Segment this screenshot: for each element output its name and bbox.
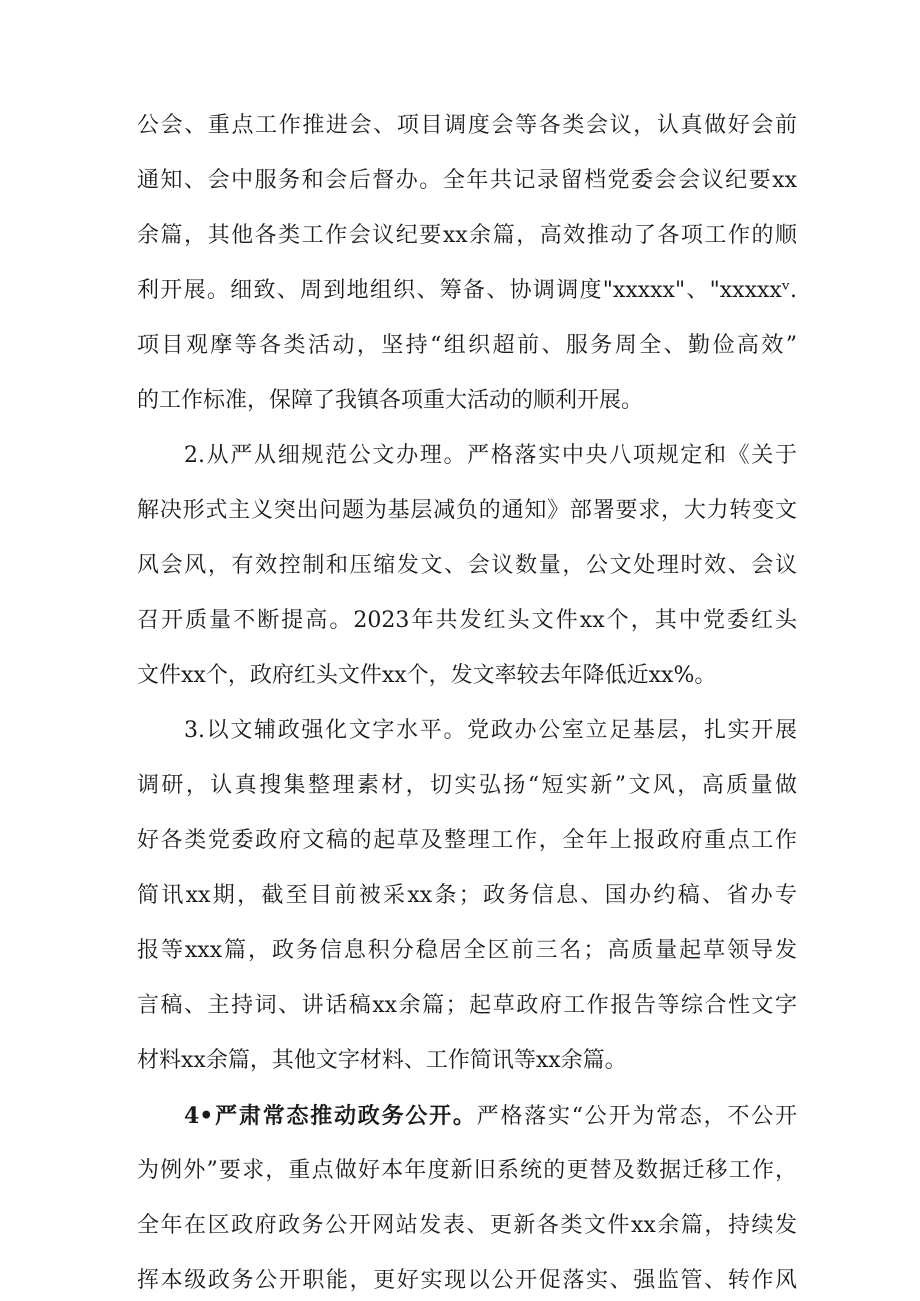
- paragraph-4-line-1: [184, 1096, 797, 1136]
- paragraph-4-heading: 4•严肃常态推动政务公开。: [184, 1103, 477, 1129]
- paragraph-1-line-3: 余篇，其他各类工作会议纪要xx余篇，高效推动了各项工作的顺: [137, 223, 797, 248]
- paragraph-1-line-5: 项目观摩等各类活动，坚持“组织超前、服务周全、勤俭高效”: [137, 333, 797, 358]
- paragraph-2-line-3: 风会风，有效控制和压缩发文、会议数量，公文处理时效、会议: [137, 553, 797, 578]
- paragraph-3-line-4: 简讯xx期，截至目前被采xx条；政务信息、国办约稿、省办专: [137, 883, 797, 908]
- paragraph-3-line-1: 3.以文辅政强化文字水平。党政办公室立足基层，扎实开展: [184, 718, 797, 743]
- paragraph-1-line-1: 公会、重点工作推进会、项目调度会等各类会议，认真做好会前: [137, 113, 797, 138]
- paragraph-4-line-1-text: 严格落实“公开为常态，不公开: [476, 1104, 797, 1129]
- paragraph-2-line-4: 召开质量不断提高。2023年共发红头文件xx个，其中党委红头: [137, 608, 797, 633]
- paragraph-3-line-3: 好各类党委政府文稿的起草及整理工作，全年上报政府重点工作: [137, 828, 797, 853]
- paragraph-2-line-5: 文件xx个，政府红头文件xx个，发文率较去年降低近xx%。: [137, 663, 717, 688]
- paragraph-3-line-6: 言稿、主持词、讲话稿xx余篇；起草政府工作报告等综合性文字: [137, 993, 797, 1018]
- paragraph-3-line-7: 材料xx余篇，其他文字材料、工作简讯等xx余篇。: [137, 1048, 627, 1073]
- paragraph-4-line-3: 全年在区政府政务公开网站发表、更新各类文件xx余篇，持续发: [137, 1213, 797, 1238]
- paragraph-1-line-6: 的工作标准，保障了我镇各项重大活动的顺利开展。: [137, 388, 644, 413]
- paragraph-1-line-2: 通知、会中服务和会后督办。全年共记录留档党委会会议纪要xx: [137, 168, 797, 193]
- paragraph-3-line-2: 调研，认真搜集整理素材，切实弘扬“短实新”文风，高质量做: [137, 773, 797, 798]
- paragraph-4-line-4: 挥本级政务公开职能，更好实现以公开促落实、强监管、转作风: [137, 1268, 797, 1293]
- paragraph-2-line-2: 解决形式主义突出问题为基层减负的通知》部署要求，大力转变文: [137, 498, 797, 523]
- paragraph-4-line-2: 为例外”要求，重点做好本年度新旧系统的更替及数据迁移工作，: [137, 1158, 797, 1183]
- paragraph-2-line-1: 2.从严从细规范公文办理。严格落实中央八项规定和《关于: [184, 443, 797, 468]
- paragraph-3-line-5: 报等xxx篇，政务信息积分稳居全区前三名；高质量起草领导发: [137, 938, 797, 963]
- paragraph-1-line-4: 利开展。细致、周到地组织、筹备、协调调度"xxxxx"、"xxxxxᵛ.: [137, 278, 797, 303]
